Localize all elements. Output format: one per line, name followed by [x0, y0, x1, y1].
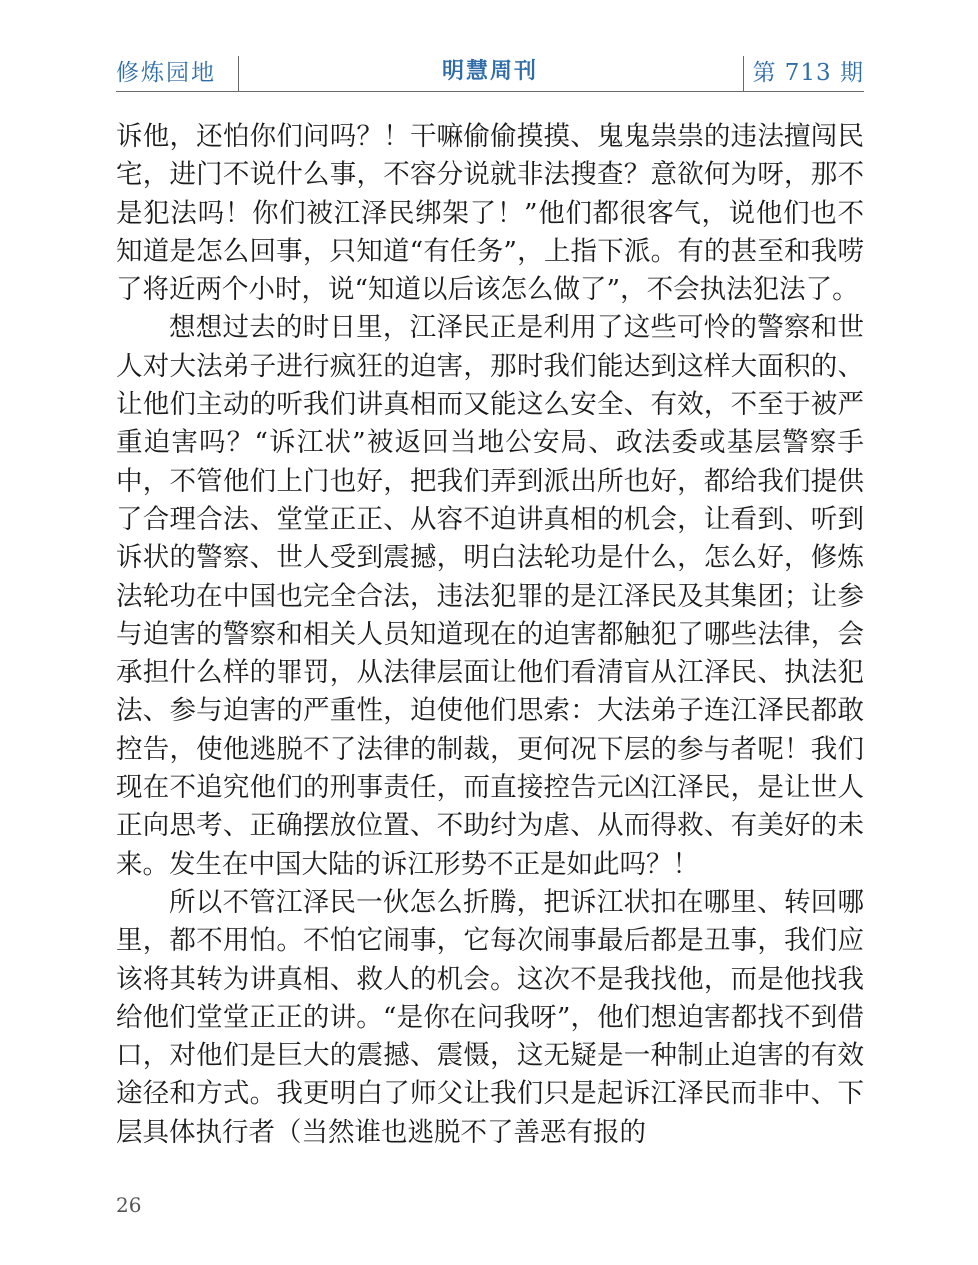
paragraph-1: 诉他，还怕你们问吗？！干嘛偷偷摸摸、鬼鬼祟祟的违法擅闯民宅，进门不说什么事，不容分说就非法搜查？意欲何为呀，那不是犯法吗！你们被江泽民绑架了！”他们都很客气，说他们也不知道是怎么回事，只知道“有任务”，上指下派。有的甚至和我唠了将近两个小时，说“知道以后该怎么做了”，不会执法犯法了。	[116, 121, 864, 306]
page-number: 26	[116, 1193, 142, 1217]
header-rule	[116, 91, 864, 92]
publication-title: 明慧周刊	[441, 59, 538, 84]
article-body	[116, 118, 864, 1152]
page-header	[116, 48, 864, 92]
issue-number: 第 713 期	[752, 60, 864, 86]
paragraph-2: 想想过去的时日里，江泽民正是利用了这些可怜的警察和世人对大法弟子进行疯狂的迫害，那时我们能达到这样大面积的、让他们主动的听我们讲真相而又能这么安全、有效，不至于被严重迫害吗？“诉江状”被返回当地公安局、政法委或基层警察手中，不管他们上门也好，把我们弄到派出所也好，都给我们提供了合理合法、堂堂正正、从容不迫讲真相的机会，让看到、听到诉状的警察、世人受到震撼，明白法轮功是什么，怎么好，修炼法轮功在中国也完全合法，违法犯罪的是江泽民及其集团；让参与迫害的警察和相关人员知道现在的迫害都触犯了哪些法律，会承担什么样的罪罚，从法律层面让他们看清盲从江泽民、执法犯法、参与迫害的严重性，迫使他们思索：大法弟子连江泽民都敢控告，使他逃脱不了法律的制裁，更何况下层的参与者呢！我们现在不追究他们的刑事责任，而直接控告元凶江泽民，是让世人正向思考、正确摆放位置、不助纣为虐、从而得救、有美好的未来。发生在中国大陆的诉江形势不正是如此吗？！	[116, 312, 864, 880]
header-divider-right	[743, 56, 744, 92]
section-title: 修炼园地	[116, 60, 216, 86]
paragraph-3: 所以不管江泽民一伙怎么折腾，把诉江状扣在哪里、转回哪里，都不用怕。不怕它闹事，它每次闹事最后都是丑事，我们应该将其转为讲真相、救人的机会。这次不是我找他，而是他找我给他们堂堂正正的讲。“是你在问我呀”，他们想迫害都找不到借口，对他们是巨大的震撼、震慑，这无疑是一种制止迫害的有效途径和方式。我更明白了师父让我们只是起诉江泽民而非中、下层具体执行者（当然谁也逃脱不了善恶有报的	[116, 886, 864, 1148]
